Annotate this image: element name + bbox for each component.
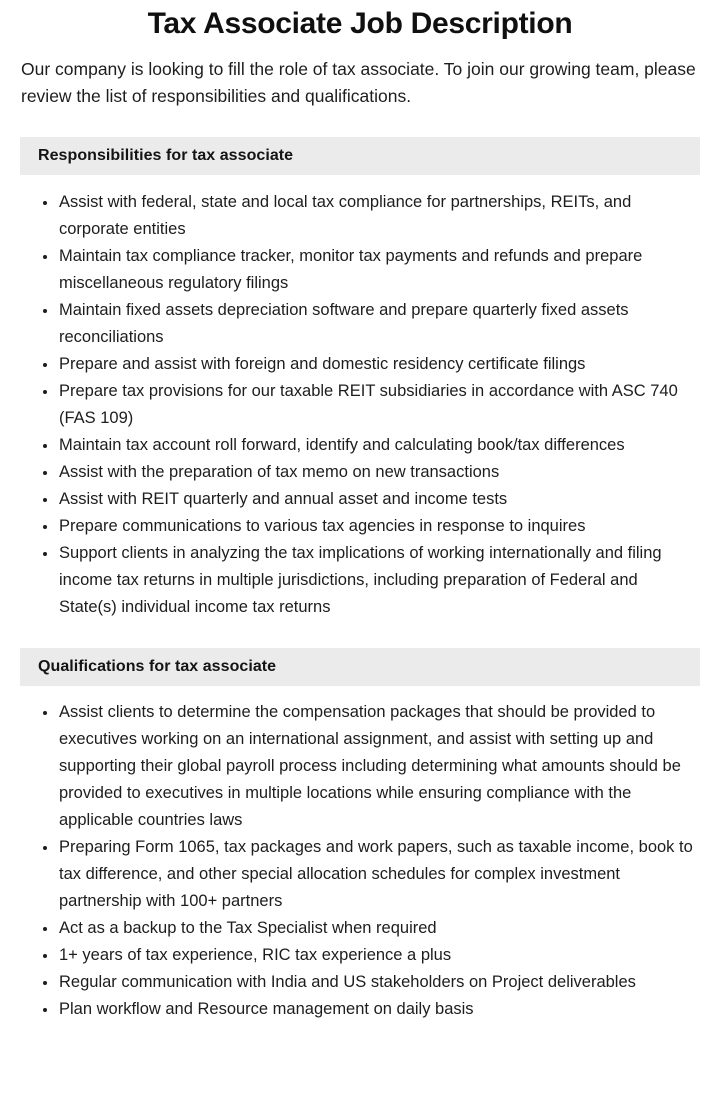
list-item: Assist with federal, state and local tax compliance for partnerships, REITs, and corporate entities	[20, 189, 700, 243]
list-item: Support clients in analyzing the tax implications of working internationally and filing income tax returns in multiple jurisdictions, including preparation of Federal and State(s) individual income tax returns	[20, 540, 700, 621]
section-header-qualifications	[20, 648, 700, 686]
list-item: Maintain tax account roll forward, identify and calculating book/tax differences	[20, 432, 700, 459]
list-item: Prepare tax provisions for our taxable REIT subsidiaries in accordance with ASC 740 (FAS 109)	[20, 378, 700, 432]
list-item: Preparing Form 1065, tax packages and work papers, such as taxable income, book to tax difference, and other special allocation schedules for complex investment partnership with 100+ partners	[20, 834, 700, 915]
intro-paragraph: Our company is looking to fill the role of tax associate. To join our growing team, please review the list of responsibilities and qualifications.	[21, 59, 696, 106]
list-item: Assist with the preparation of tax memo on new transactions	[20, 459, 700, 486]
list-item: Plan workflow and Resource management on daily basis	[20, 996, 700, 1023]
list-item: Assist with REIT quarterly and annual asset and income tests	[20, 486, 700, 513]
list-item: Assist clients to determine the compensation packages that should be provided to executives working on an international assignment, and assist with setting up and supporting their global payroll process including determining what amounts should be provided to executives in multiple locations while ensuring compliance with the applicable countries laws	[20, 699, 700, 834]
section-header-responsibilities	[20, 137, 700, 175]
section-responsibilities	[20, 137, 700, 621]
list-item: Act as a backup to the Tax Specialist when required	[20, 915, 700, 942]
list-item: Prepare communications to various tax agencies in response to inquires	[20, 513, 700, 540]
list-item: 1+ years of tax experience, RIC tax experience a plus	[20, 942, 700, 969]
list-item: Prepare and assist with foreign and domestic residency certificate filings	[20, 351, 700, 378]
section-heading-label: Qualifications for tax associate	[38, 658, 277, 675]
qualifications-list	[20, 699, 700, 1023]
list-item: Maintain tax compliance tracker, monitor tax payments and refunds and prepare miscellaneous regulatory filings	[20, 243, 700, 297]
section-heading-label: Responsibilities for tax associate	[38, 147, 294, 164]
page-title: Tax Associate Job Description	[147, 7, 573, 40]
list-item: Maintain fixed assets depreciation software and prepare quarterly fixed assets reconciliations	[20, 297, 700, 351]
section-qualifications	[20, 648, 700, 1023]
responsibilities-list	[20, 189, 700, 621]
list-item: Regular communication with India and US stakeholders on Project deliverables	[20, 969, 700, 996]
